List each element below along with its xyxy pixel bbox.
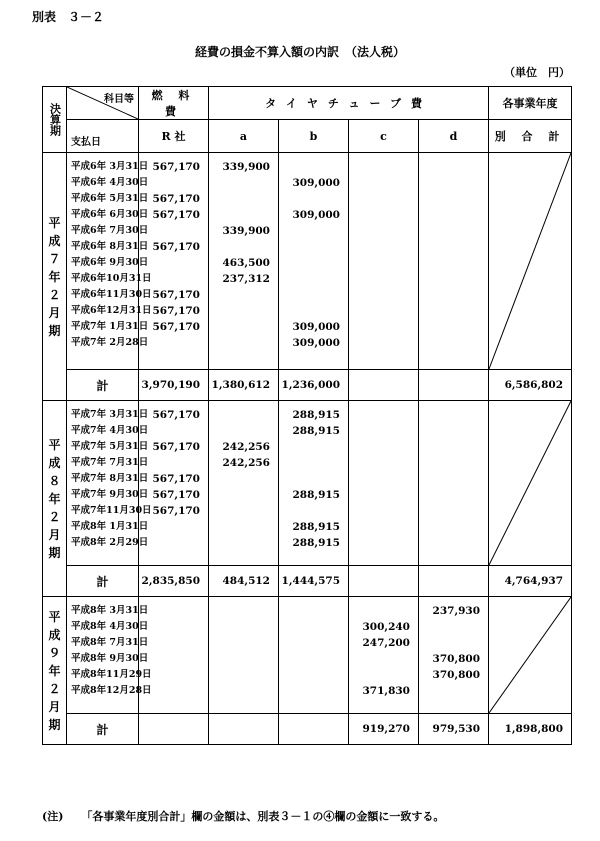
- header-row-2: [43, 120, 572, 153]
- period-label-char: 期: [48, 545, 61, 560]
- tire-header: [209, 87, 489, 120]
- period-label-char: ２: [48, 681, 61, 696]
- amount-value: [139, 603, 200, 619]
- payment-date: 平成6年 5月31日: [71, 193, 149, 204]
- table-reference: 別表 ３－２: [32, 10, 105, 24]
- amount-value: 567,170: [152, 305, 200, 317]
- amount-value: [349, 159, 410, 175]
- expense-table: [42, 86, 572, 745]
- amount-col-d: [419, 153, 489, 370]
- amount-col-a: [209, 401, 279, 566]
- period-label-char: 年: [48, 269, 61, 284]
- total-col-b: 1,236,000: [279, 370, 349, 401]
- amount-value: [209, 239, 270, 255]
- period-label-char: 成: [48, 455, 61, 470]
- amount-value: 567,170: [152, 289, 200, 301]
- amount-value: [279, 255, 340, 271]
- amount-value: 288,915: [292, 425, 340, 437]
- amount-value: [279, 303, 340, 319]
- amount-value: [419, 175, 480, 191]
- amount-value: [349, 271, 410, 287]
- period-header: [43, 87, 67, 153]
- amount-value: [279, 239, 340, 255]
- payment-date: 平成7年11月30日: [71, 505, 152, 516]
- period-total-row: [43, 566, 572, 597]
- payment-date: 平成8年 4月30日: [71, 621, 149, 632]
- period-label-char: ９: [48, 645, 61, 660]
- amount-value: [419, 239, 480, 255]
- total-col-b: [279, 714, 349, 745]
- payment-date: 平成7年 1月31日: [71, 321, 149, 332]
- amount-value: [209, 471, 270, 487]
- col-c-header: c: [349, 120, 419, 153]
- amount-value: [209, 503, 270, 519]
- total-col-d: [419, 566, 489, 597]
- amount-value: 370,800: [432, 653, 481, 665]
- amount-value: 567,170: [152, 161, 200, 173]
- payment-dates: [67, 597, 152, 714]
- footnote-label: (注): [42, 810, 64, 823]
- yearly-total-header-2-label: 別 合 計: [494, 130, 566, 143]
- amount-col-b: [279, 153, 349, 370]
- amount-value: [209, 303, 270, 319]
- amount-value: [139, 335, 200, 351]
- payment-date: 平成8年 3月31日: [71, 605, 149, 616]
- amount-value: [349, 191, 410, 207]
- footnote-text: 「各事業年度別合計」欄の金額は、別表３－１の④欄の金額に一致する。: [81, 810, 445, 823]
- payment-date: 平成8年12月28日: [71, 685, 152, 696]
- payment-date: 平成6年 9月30日: [71, 257, 149, 268]
- period-label-char: 年: [48, 491, 61, 506]
- payment-date: 平成8年 9月30日: [71, 653, 149, 664]
- amount-value: [279, 159, 340, 175]
- amount-value: [349, 535, 410, 551]
- amount-value: [419, 455, 480, 471]
- payment-date: 平成6年11月30日: [71, 289, 152, 300]
- payment-date: 平成6年 8月31日: [71, 241, 149, 252]
- amount-value: [279, 471, 340, 487]
- amount-value: [349, 423, 410, 439]
- period-label-char: ２: [48, 287, 61, 302]
- amount-value: [279, 271, 340, 287]
- amount-value: [139, 635, 200, 651]
- amount-value: [419, 439, 480, 455]
- fuel-header-label: 燃 料 費: [151, 89, 196, 118]
- amount-value: [349, 319, 410, 335]
- payment-date: 平成6年 6月30日: [71, 209, 149, 220]
- total-col-b: 1,444,575: [279, 566, 349, 597]
- payment-date: 平成7年 2月28日: [71, 337, 149, 348]
- amount-value: [279, 667, 340, 683]
- period-detail-row: [43, 153, 572, 370]
- page-title: 経費の損金不算入額の内訳 （法人税）: [194, 45, 405, 59]
- amount-value: 242,256: [222, 441, 270, 453]
- amount-value: [419, 287, 480, 303]
- amount-value: 309,000: [292, 321, 340, 333]
- amount-value: [419, 519, 480, 535]
- amount-value: [139, 519, 200, 535]
- payment-date: 平成7年 4月30日: [71, 425, 149, 436]
- amount-value: [139, 255, 200, 271]
- amount-value: [419, 223, 480, 239]
- amount-value: 309,000: [292, 337, 340, 349]
- amount-value: [139, 535, 200, 551]
- amount-value: [419, 303, 480, 319]
- subject-header: [67, 87, 139, 120]
- amount-value: [279, 603, 340, 619]
- period-detail-row: [43, 401, 572, 566]
- period-label: [43, 597, 67, 745]
- total-col-a: 1,380,612: [209, 370, 279, 401]
- amount-value: 567,170: [152, 193, 200, 205]
- period-label-char: 期: [48, 717, 61, 732]
- amount-value: [419, 191, 480, 207]
- amount-value: [349, 207, 410, 223]
- amount-value: [279, 683, 340, 699]
- payment-date: 平成8年 7月31日: [71, 637, 149, 648]
- amount-value: 567,170: [152, 241, 200, 253]
- amount-value: [419, 503, 480, 519]
- fuel-header: [139, 87, 209, 120]
- tire-header-label: タイヤチューブ費: [265, 97, 432, 110]
- subject-label: 科目等: [104, 94, 134, 105]
- amount-value: [209, 519, 270, 535]
- payment-date: 平成8年11月29日: [71, 669, 152, 680]
- amount-value: [349, 651, 410, 667]
- amount-value: 288,915: [292, 409, 340, 421]
- amount-value: [279, 635, 340, 651]
- col-b-header: b: [279, 120, 349, 153]
- yearly-total-blank: [489, 401, 572, 566]
- amount-value: [349, 175, 410, 191]
- payment-date: 平成7年 5月31日: [71, 441, 149, 452]
- amount-value: 309,000: [292, 177, 340, 189]
- amount-value: 288,915: [292, 489, 340, 501]
- amount-col-b: [279, 597, 349, 714]
- payment-date: 平成7年 3月31日: [71, 409, 149, 420]
- amount-value: [419, 159, 480, 175]
- amount-value: [419, 471, 480, 487]
- total-label: 計: [67, 566, 139, 597]
- amount-value: [209, 407, 270, 423]
- amount-value: [139, 619, 200, 635]
- amount-value: [419, 271, 480, 287]
- total-label: 計: [67, 370, 139, 401]
- payment-date: 平成7年 7月31日: [71, 457, 149, 468]
- amount-value: [279, 439, 340, 455]
- amount-col-d: [419, 597, 489, 714]
- amount-value: 371,830: [362, 685, 410, 697]
- amount-value: 237,930: [432, 605, 481, 617]
- amount-value: [209, 175, 270, 191]
- amount-value: 339,900: [222, 225, 270, 237]
- payment-date: 平成6年12月31日: [71, 305, 152, 316]
- amount-value: [349, 335, 410, 351]
- yearly-total-header: 各事業年度: [489, 87, 572, 120]
- period-label-char: 成: [48, 627, 61, 642]
- payee-header: [67, 120, 139, 153]
- amount-value: [419, 487, 480, 503]
- amount-value: [209, 619, 270, 635]
- amount-value: [279, 455, 340, 471]
- amount-value: [139, 651, 200, 667]
- amount-value: 309,000: [292, 209, 340, 221]
- period-label-char: 月: [48, 527, 61, 542]
- amount-col-a: [209, 153, 279, 370]
- amount-col-r: [139, 153, 209, 370]
- amount-col-a: [209, 597, 279, 714]
- amount-value: 567,170: [152, 409, 200, 421]
- amount-value: [419, 423, 480, 439]
- total-col-r: [139, 714, 209, 745]
- amount-col-d: [419, 401, 489, 566]
- amount-value: [139, 423, 200, 439]
- payment-date: 平成6年 7月30日: [71, 225, 149, 236]
- total-col-r: 3,970,190: [139, 370, 209, 401]
- total-col-d: [419, 370, 489, 401]
- amount-value: [209, 287, 270, 303]
- amount-value: [209, 535, 270, 551]
- amount-value: [349, 287, 410, 303]
- period-label-char: ８: [48, 473, 61, 488]
- amount-value: [419, 207, 480, 223]
- amount-value: 463,500: [222, 257, 270, 269]
- col-d-header: d: [419, 120, 489, 153]
- amount-value: [349, 255, 410, 271]
- amount-value: [349, 407, 410, 423]
- amount-value: [349, 439, 410, 455]
- amount-col-c: [349, 597, 419, 714]
- yearly-total-blank: [489, 597, 572, 714]
- amount-value: [209, 635, 270, 651]
- payment-dates: [67, 401, 152, 566]
- payment-date: 平成6年 3月31日: [71, 161, 149, 172]
- amount-value: [349, 223, 410, 239]
- period-label-char: 期: [48, 323, 61, 338]
- total-col-c: [349, 370, 419, 401]
- amount-value: [279, 287, 340, 303]
- amount-value: 242,256: [222, 457, 270, 469]
- payment-date: 平成8年 2月29日: [71, 537, 149, 548]
- amount-value: [139, 175, 200, 191]
- amount-col-c: [349, 401, 419, 566]
- amount-value: 300,240: [362, 621, 410, 633]
- amount-value: [279, 503, 340, 519]
- payment-date: 平成7年 8月31日: [71, 473, 149, 484]
- amount-value: [349, 667, 410, 683]
- amount-value: [419, 407, 480, 423]
- amount-value: [349, 603, 410, 619]
- amount-value: [349, 239, 410, 255]
- amount-value: [209, 319, 270, 335]
- amount-value: [419, 255, 480, 271]
- amount-value: [209, 603, 270, 619]
- amount-value: [349, 487, 410, 503]
- amount-col-c: [349, 153, 419, 370]
- total-label: 計: [67, 714, 139, 745]
- amount-value: [279, 651, 340, 667]
- diagonal-line: [489, 153, 571, 369]
- payment-date: 平成8年 1月31日: [71, 521, 149, 532]
- amount-value: [349, 303, 410, 319]
- period-label-char: 平: [48, 609, 61, 624]
- yearly-total-header-2: [489, 120, 572, 153]
- period-label-char: 平: [48, 437, 61, 452]
- amount-value: [419, 535, 480, 551]
- amount-value: [209, 683, 270, 699]
- amount-value: 567,170: [152, 209, 200, 221]
- period-label: [43, 153, 67, 401]
- amount-value: 247,200: [362, 637, 410, 649]
- total-col-c: [349, 566, 419, 597]
- total-col-a: [209, 714, 279, 745]
- amount-value: [209, 335, 270, 351]
- amount-value: [279, 619, 340, 635]
- total-col-c: 919,270: [349, 714, 419, 745]
- amount-col-r: [139, 401, 209, 566]
- amount-value: [209, 207, 270, 223]
- period-label-char: 月: [48, 305, 61, 320]
- amount-value: 237,312: [222, 273, 270, 285]
- payment-date: 平成6年 4月30日: [71, 177, 149, 188]
- amount-value: [419, 635, 480, 651]
- header-row-1: [43, 87, 572, 120]
- amount-value: [419, 619, 480, 635]
- payee-label: 支払日: [71, 137, 101, 148]
- amount-value: [209, 191, 270, 207]
- amount-value: 567,170: [152, 505, 200, 517]
- diagonal-line: [489, 401, 571, 565]
- period-detail-row: [43, 597, 572, 714]
- amount-value: [279, 223, 340, 239]
- diagonal-line: [489, 597, 571, 713]
- amount-value: [419, 683, 480, 699]
- unit-label: （単位 円）: [504, 66, 570, 79]
- footnote: [42, 808, 444, 824]
- amount-value: 339,900: [222, 161, 270, 173]
- yearly-total-value: 6,586,802: [489, 370, 572, 401]
- period-label: [43, 401, 67, 597]
- period-label-char: 月: [48, 699, 61, 714]
- amount-value: [209, 487, 270, 503]
- amount-value: [349, 455, 410, 471]
- amount-value: [419, 319, 480, 335]
- amount-value: 370,800: [432, 669, 481, 681]
- yearly-total-value: 1,898,800: [489, 714, 572, 745]
- amount-value: [139, 223, 200, 239]
- amount-value: 288,915: [292, 537, 340, 549]
- period-label-char: ２: [48, 509, 61, 524]
- amount-value: [349, 471, 410, 487]
- amount-value: 288,915: [292, 521, 340, 533]
- payment-date: 平成7年 9月30日: [71, 489, 149, 500]
- yearly-total-value: 4,764,937: [489, 566, 572, 597]
- total-col-d: 979,530: [419, 714, 489, 745]
- col-a-header: a: [209, 120, 279, 153]
- amount-value: 567,170: [152, 441, 200, 453]
- total-col-r: 2,835,850: [139, 566, 209, 597]
- amount-value: [139, 455, 200, 471]
- yearly-total-blank: [489, 153, 572, 370]
- amount-value: [209, 651, 270, 667]
- amount-col-b: [279, 401, 349, 566]
- period-label-char: 平: [48, 215, 61, 230]
- amount-value: [419, 335, 480, 351]
- period-total-row: [43, 370, 572, 401]
- amount-value: [209, 423, 270, 439]
- payment-date: 平成6年10月31日: [71, 273, 152, 284]
- r-company-header: R 社: [139, 120, 209, 153]
- total-col-a: 484,512: [209, 566, 279, 597]
- period-header-label: 決算期: [48, 103, 62, 136]
- period-label-char: 成: [48, 233, 61, 248]
- period-label-char: ７: [48, 251, 61, 266]
- amount-value: [349, 519, 410, 535]
- period-label-char: 年: [48, 663, 61, 678]
- amount-value: 567,170: [152, 473, 200, 485]
- amount-value: [279, 191, 340, 207]
- amount-value: 567,170: [152, 489, 200, 501]
- amount-value: [349, 503, 410, 519]
- amount-value: [209, 667, 270, 683]
- amount-value: 567,170: [152, 321, 200, 333]
- period-total-row: [43, 714, 572, 745]
- payment-dates: [67, 153, 152, 370]
